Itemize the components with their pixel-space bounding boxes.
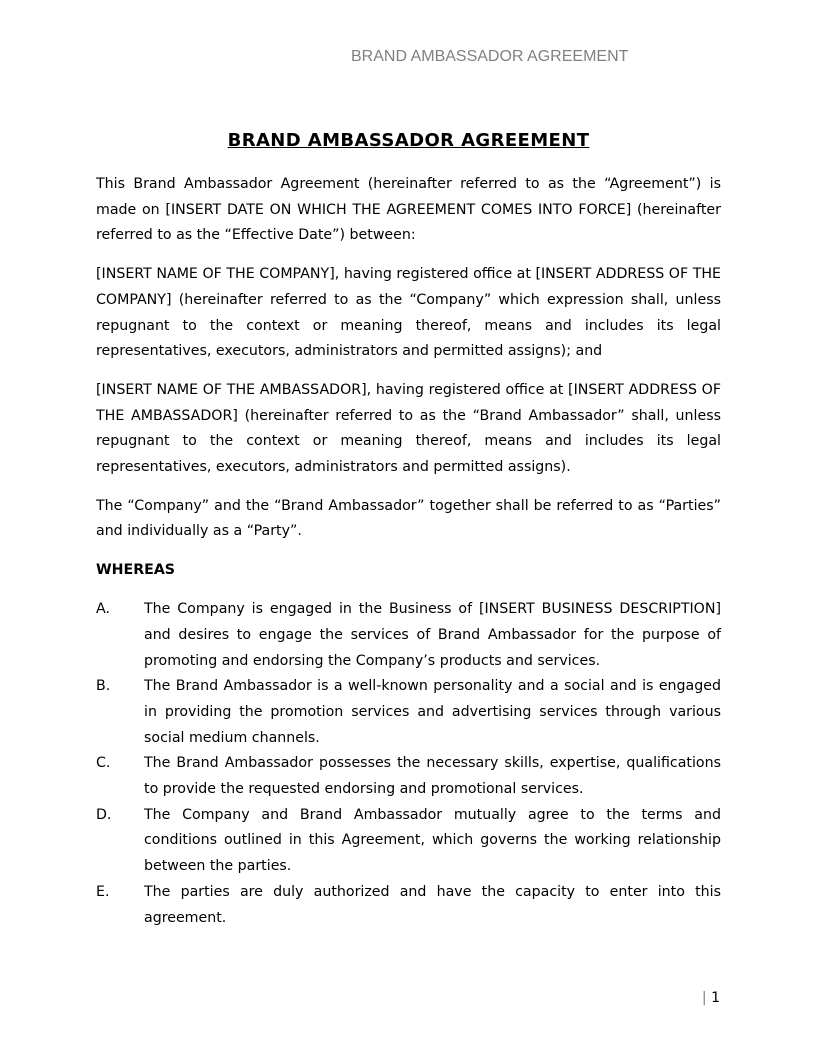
page-header: BRAND AMBASSADOR AGREEMENT xyxy=(351,48,629,65)
recital-item xyxy=(96,803,721,880)
intro-paragraph: This Brand Ambassador Agreement (hereinafter referred to as the “Agreement”) is made on [INSERT DATE ON WHICH THE AGREEMENT COMES INTO FORCE] (hereinafter referred to as the “Effective Date”) between: xyxy=(96,176,721,244)
document-title: BRAND AMBASSADOR AGREEMENT xyxy=(227,130,590,151)
page-footer xyxy=(702,990,720,1006)
recital-letter: D. xyxy=(96,806,112,823)
recital-text: The Brand Ambassador possesses the necessary skills, expertise, qualifications to provide the requested endorsing and promotional services. xyxy=(144,755,721,798)
recital-item xyxy=(96,880,721,931)
recitals-list xyxy=(96,597,721,931)
footer-separator: | xyxy=(701,990,707,1006)
whereas-heading: WHEREAS xyxy=(96,562,176,579)
company-party-paragraph: [INSERT NAME OF THE COMPANY], having registered office at [INSERT ADDRESS OF THE COMPANY] (hereinafter referred to as the “Company” which expression shall, unless repugnant to the context or meaning thereof, means and includes its legal representatives, executors, administrators and permitted assigns); and xyxy=(96,266,721,360)
document-body xyxy=(96,128,721,931)
recital-letter: E. xyxy=(96,883,110,900)
recital-letter: B. xyxy=(96,678,111,695)
recital-letter: A. xyxy=(96,601,110,618)
recital-text: The Brand Ambassador is a well-known personality and a social and is engaged in providing the promotion services and advertising services through various social medium channels. xyxy=(144,678,721,746)
recital-text: The parties are duly authorized and have the capacity to enter into this agreement. xyxy=(144,883,721,926)
page-number: 1 xyxy=(711,990,720,1006)
parties-definition-paragraph: The “Company” and the “Brand Ambassador” together shall be referred to as “Parties” and individually as a “Party”. xyxy=(96,497,721,540)
recital-item xyxy=(96,597,721,674)
recital-item xyxy=(96,751,721,802)
recital-letter: C. xyxy=(96,755,111,772)
ambassador-party-paragraph: [INSERT NAME OF THE AMBASSADOR], having registered office at [INSERT ADDRESS OF THE AMBASSADOR] (hereinafter referred to as the “Brand Ambassador” shall, unless repugnant to the context or meaning thereof, means and includes its legal representatives, executors, administrators and permitted assigns). xyxy=(96,381,721,476)
recital-text: The Company is engaged in the Business of [INSERT BUSINESS DESCRIPTION] and desires to engage the services of Brand Ambassador for the purpose of promoting and endorsing the Company’s products and services. xyxy=(144,601,721,669)
recital-item xyxy=(96,674,721,751)
recital-text: The Company and Brand Ambassador mutually agree to the terms and conditions outlined in this Agreement, which governs the working relationship between the parties. xyxy=(144,806,721,875)
